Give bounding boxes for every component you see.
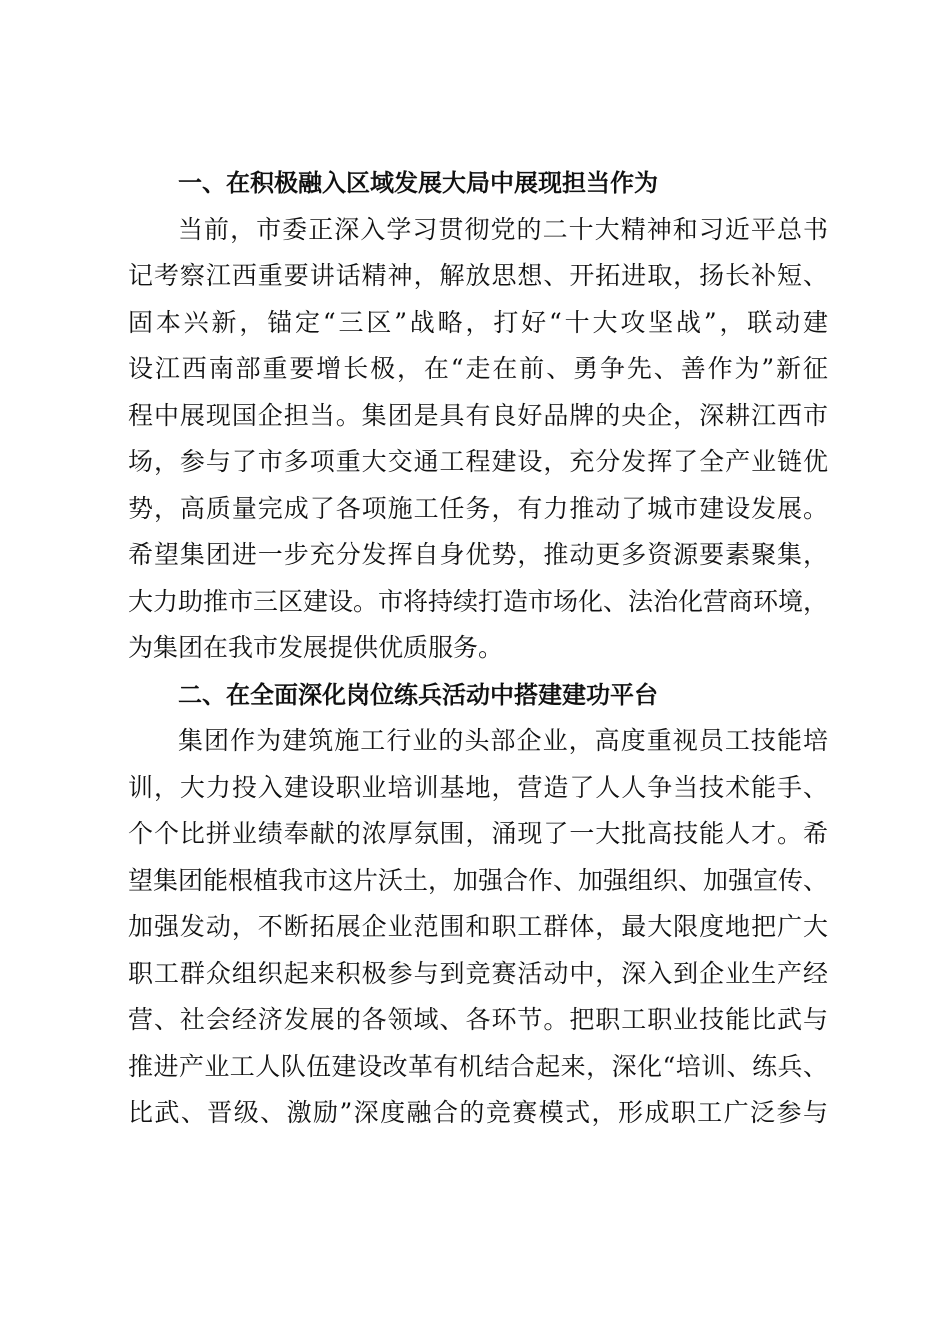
section-2-paragraph-line: 望集团能根植我市这片沃土，加强合作、加强组织、加强宣传、 — [128, 865, 829, 895]
section-1-paragraph-line: 记考察江西重要讲话精神，解放思想、开拓进取，扬长补短、 — [128, 261, 828, 290]
section-2-paragraph-line: 营、社会经济发展的各领域、各环节。把职工职业技能比武与 — [128, 1005, 828, 1034]
section-1-paragraph-line: 设江西南部重要增长极，在“走在前、勇争先、善作为”新征 — [128, 354, 828, 383]
section-2-paragraph-line: 个个比拼业绩奉献的浓厚氛围，涌现了一大批高技能人才。希 — [128, 819, 828, 848]
section-2-paragraph-line: 职工群众组织起来积极参与到竞赛活动中，深入到企业生产经 — [128, 958, 828, 988]
section-1-heading: 一、在积极融入区域发展大局中展现担当作为 — [178, 169, 658, 197]
section-1-paragraph-line: 希望集团进一步充分发挥自身优势，推动更多资源要素聚集， — [128, 540, 828, 569]
section-1-paragraph-line: 势，高质量完成了各项施工任务，有力推动了城市建设发展。 — [128, 493, 828, 523]
section-1-paragraph-line: 程中展现国企担当。集团是具有良好品牌的央企，深耕江西市 — [128, 400, 828, 430]
section-2-paragraph-line: 集团作为建筑施工行业的头部企业，高度重视员工技能培 — [178, 726, 828, 755]
section-1-paragraph-line: 为集团在我市发展提供优质服务。 — [128, 633, 504, 662]
section-1-paragraph-line: 场，参与了市多项重大交通工程建设，充分发挥了全产业链优 — [128, 447, 828, 476]
section-2-paragraph-line: 加强发动，不断拓展企业范围和职工群体，最大限度地把广大 — [128, 912, 828, 941]
section-2-paragraph-line: 推进产业工人队伍建设改革有机结合起来，深化“培训、练兵、 — [128, 1051, 828, 1081]
section-1-paragraph-line: 固本兴新，锚定“三区”战略，打好“十大攻坚战”，联动建 — [128, 307, 828, 337]
section-1-paragraph-line: 大力助推市三区建设。市将持续打造市场化、法治化营商环境， — [128, 586, 829, 616]
section-2-paragraph-line: 比武、晋级、激励”深度融合的竞赛模式，形成职工广泛参与 — [128, 1098, 828, 1127]
section-2-heading: 二、在全面深化岗位练兵活动中搭建建功平台 — [178, 680, 658, 709]
section-1-paragraph-line: 当前，市委正深入学习贯彻党的二十大精神和习近平总书 — [178, 214, 828, 244]
section-2-paragraph-line: 训，大力投入建设职业培训基地，营造了人人争当技术能手、 — [128, 772, 828, 802]
document-body — [128, 160, 828, 1137]
